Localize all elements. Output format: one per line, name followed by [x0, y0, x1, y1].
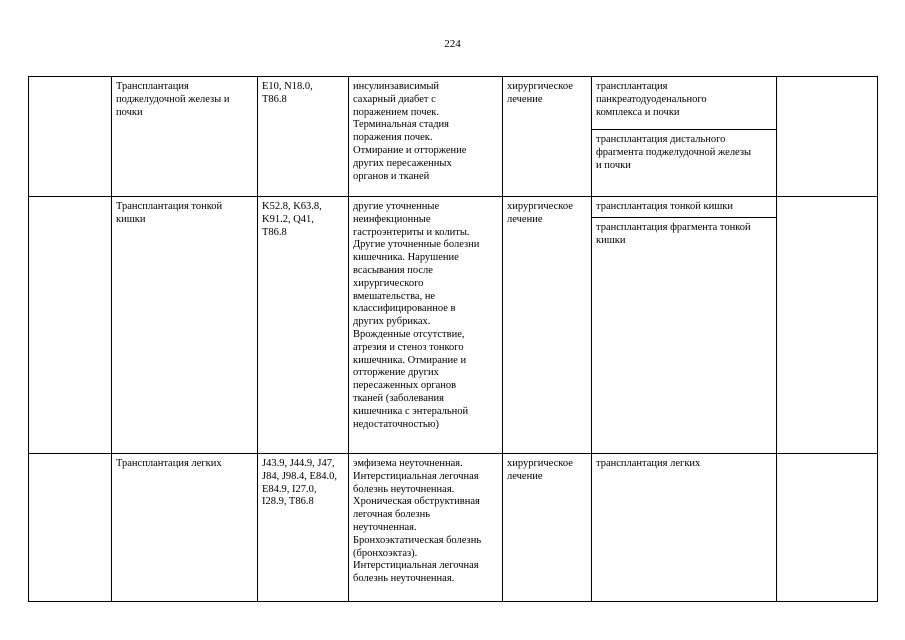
- treatment-type-cell: хирургическое лечение: [503, 77, 592, 197]
- table-row: [29, 454, 878, 602]
- table-row: [29, 77, 878, 130]
- icd-codes-cell: K52.8, K63.8, K91.2, Q41, T86.8: [258, 197, 349, 454]
- method-cell: трансплантация панкреатодуоденального комплекса и почки: [592, 77, 777, 130]
- page-number: 224: [444, 38, 461, 50]
- method-cell: трансплантация легких: [592, 454, 777, 602]
- procedure-name-cell: Трансплантация легких: [112, 454, 258, 602]
- table-row: [29, 197, 878, 218]
- procedure-name-cell: Трансплантация тонкой кишки: [112, 197, 258, 454]
- icd-codes-cell: J43.9, J44.9, J47, J84, J98.4, E84.0, E84.9, I27.0, I28.9, T86.8: [258, 454, 349, 602]
- group-number-cell: [29, 77, 112, 197]
- method-cell: трансплантация дистального фрагмента поджелудочной железы и почки: [592, 130, 777, 197]
- cost-cell: [777, 454, 878, 602]
- cost-cell: [777, 77, 878, 197]
- diagnosis-cell: другие уточненные неинфекционные гастроэнтериты и колиты. Другие уточненные болезни кишечника. Нарушение всасывания после хирургического вмешательства, не классифицированное в других рубриках. Врожденные отсутствие, атрезия и стеноз тонкого кишечника. Отмирание и отторжение других пересаженных органов тканей (заболевания кишечника с энтеральной недостаточностью): [349, 197, 503, 454]
- treatment-type-cell: хирургическое лечение: [503, 197, 592, 454]
- method-cell: трансплантация фрагмента тонкой кишки: [592, 218, 777, 454]
- icd-codes-cell: E10, N18.0, T86.8: [258, 77, 349, 197]
- procedure-name-cell: Трансплантация поджелудочной железы и почки: [112, 77, 258, 197]
- method-cell: трансплантация тонкой кишки: [592, 197, 777, 218]
- group-number-cell: [29, 197, 112, 454]
- group-number-cell: [29, 454, 112, 602]
- cost-cell: [777, 197, 878, 454]
- treatment-type-cell: хирургическое лечение: [503, 454, 592, 602]
- diagnosis-cell: инсулинзависимый сахарный диабет с поражением почек. Терминальная стадия поражения почек. Отмирание и отторжение других пересаженных органов и тканей: [349, 77, 503, 197]
- diagnosis-cell: эмфизема неуточненная. Интерстициальная легочная болезнь неуточненная. Хроническая обструктивная легочная болезнь неуточненная. Бронхоэктатическая болезнь (бронхоэктаз). Интерстициальная легочная болезнь неуточненная.: [349, 454, 503, 602]
- procedures-table: [28, 76, 878, 602]
